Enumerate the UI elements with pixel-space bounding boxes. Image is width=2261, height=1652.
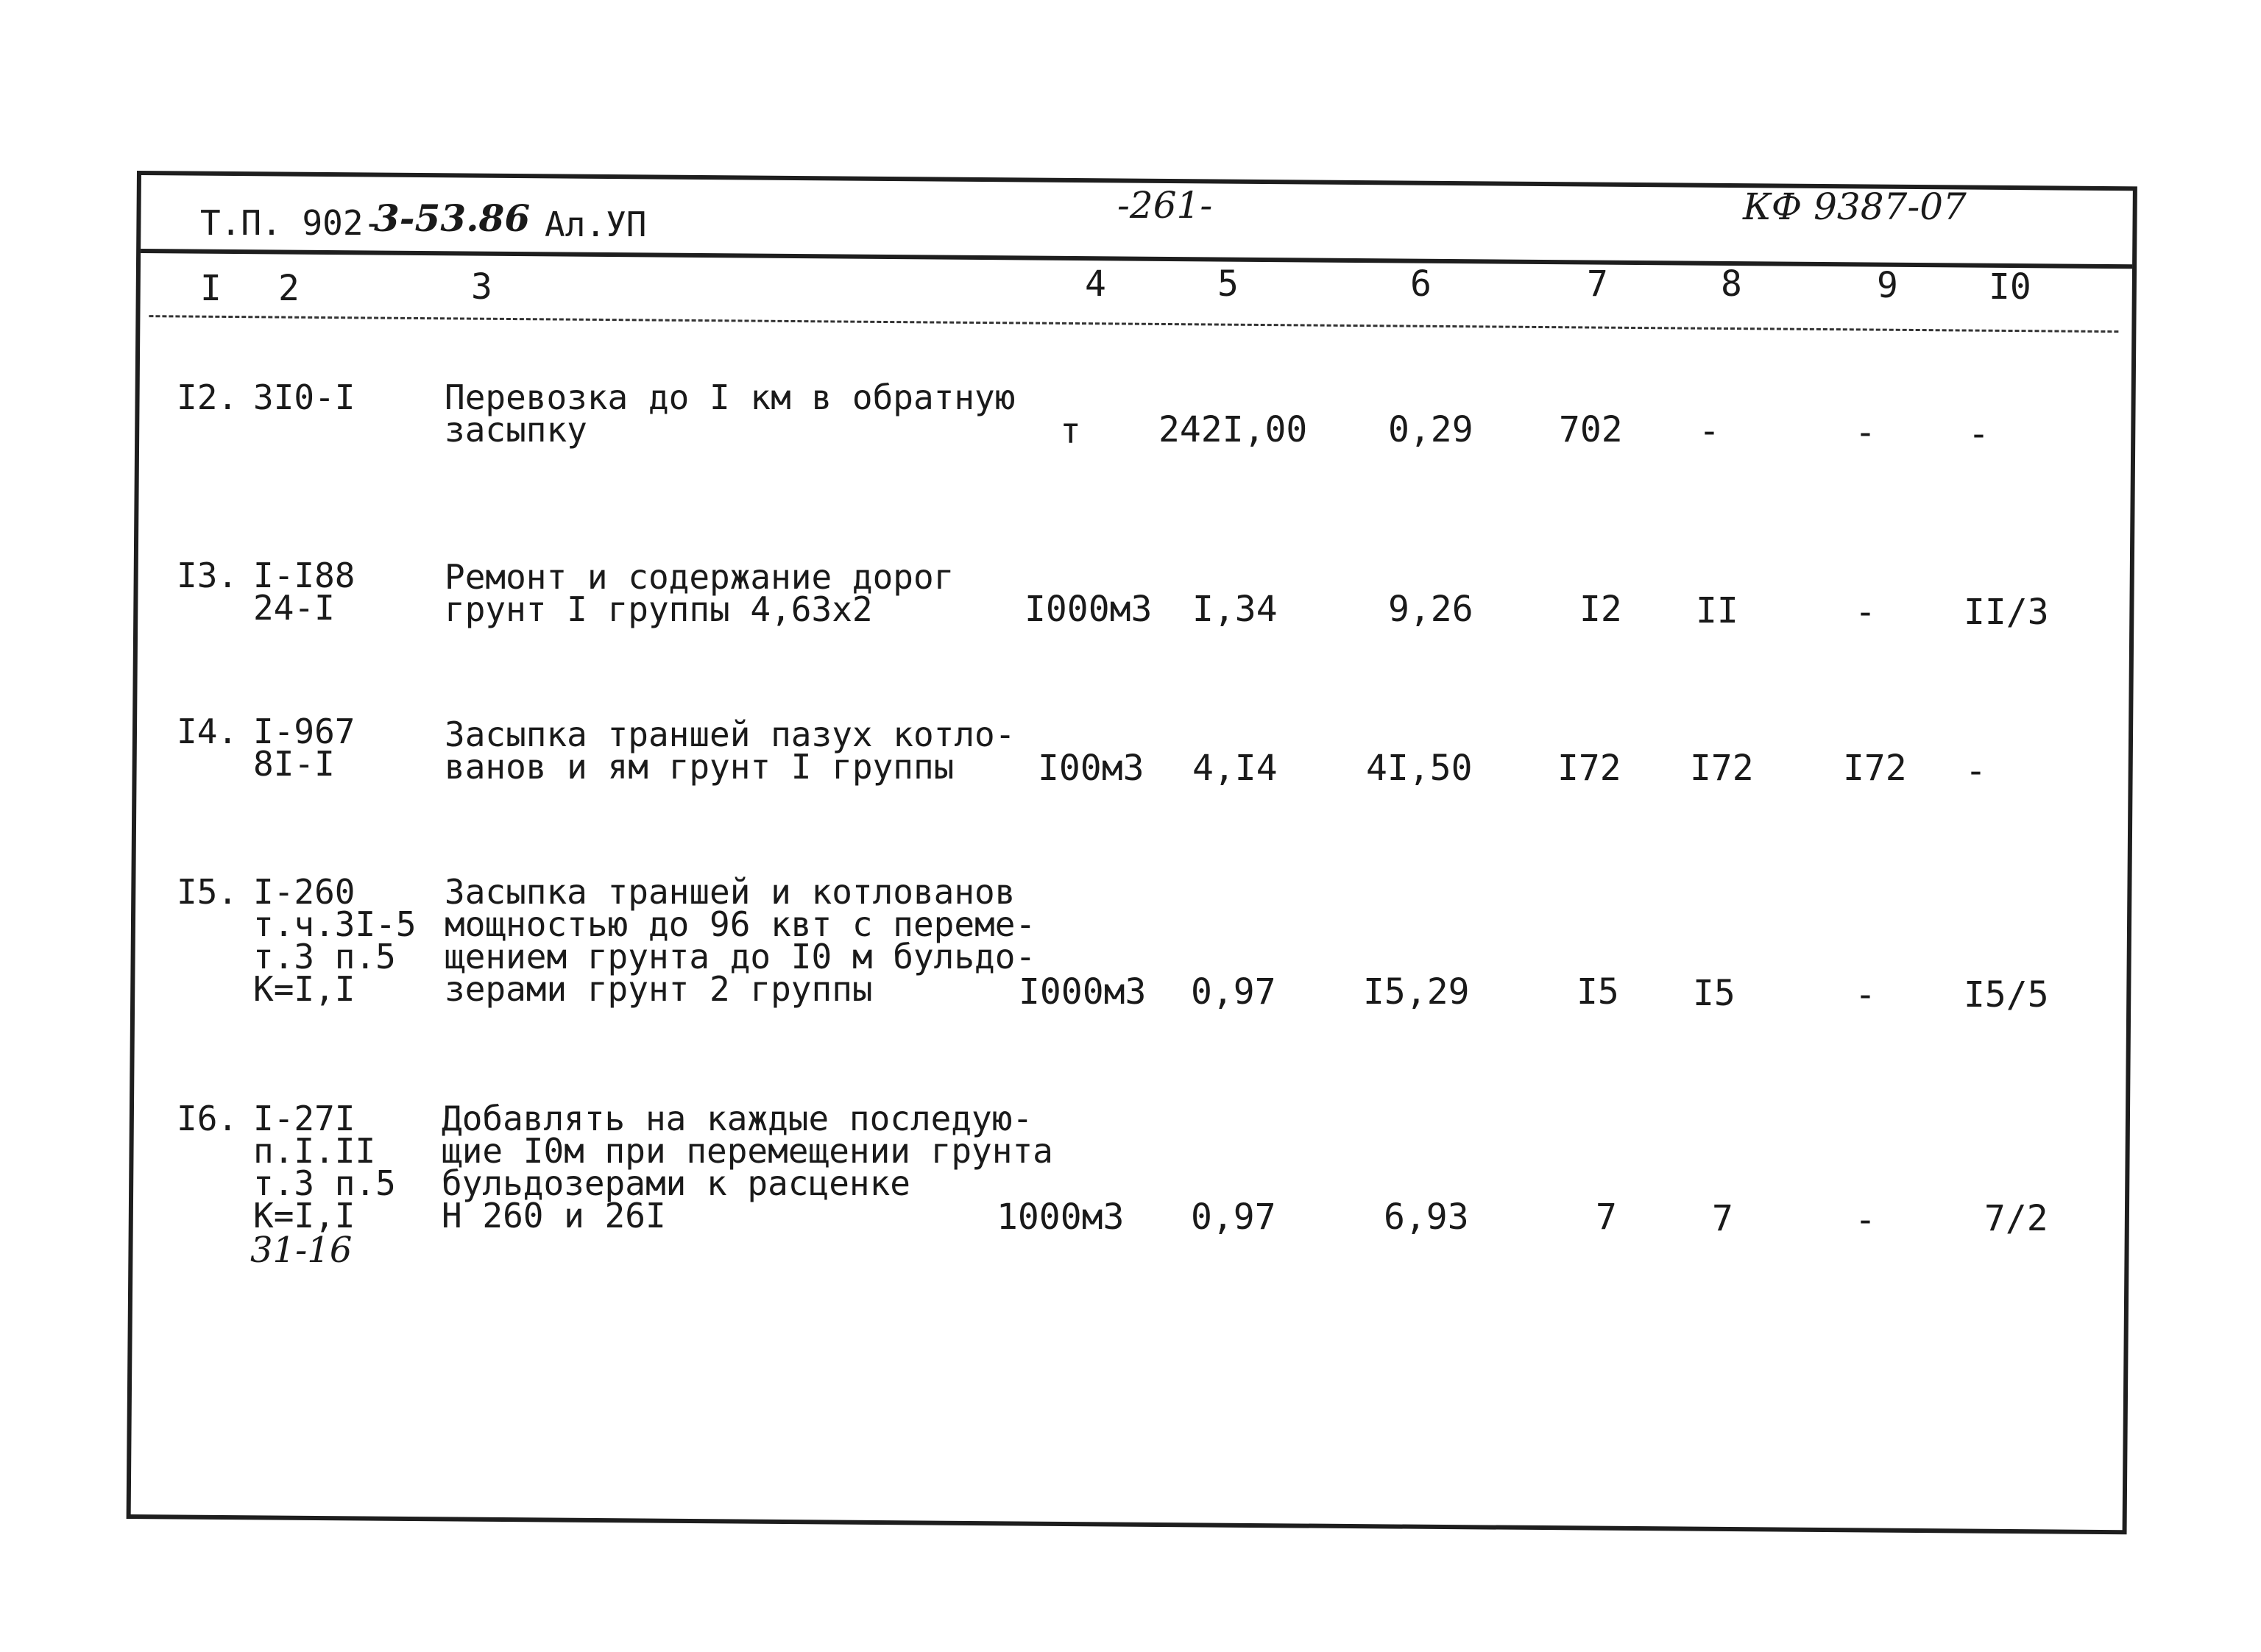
- row-col7: I2: [1579, 589, 1622, 630]
- row-code: I-967 8I-I: [253, 712, 355, 784]
- row-col10: 7/2: [1984, 1198, 2048, 1239]
- row-col6: 0,29: [1388, 409, 1473, 450]
- project-prefix: Т.П. 902-: [200, 203, 384, 243]
- row-quantity: 242I,00: [1158, 409, 1308, 450]
- col-header-7: 7: [1587, 263, 1608, 305]
- row-col8: I5: [1693, 973, 1735, 1014]
- row-col8: 7: [1712, 1198, 1733, 1239]
- col-header-6: 6: [1410, 263, 1432, 305]
- row-col6: 4I,50: [1366, 748, 1473, 789]
- row-unit: I000м3: [1025, 589, 1153, 630]
- row-description: Перевозка до I км в обратную засыпку: [445, 377, 1016, 450]
- row-col9: I72: [1843, 748, 1907, 789]
- col-header-2: 2: [278, 268, 300, 309]
- row-quantity: I,34: [1192, 589, 1278, 630]
- page-number: -261-: [1117, 184, 1213, 227]
- row-number: I3.: [177, 556, 238, 595]
- row-unit: т: [1060, 411, 1081, 452]
- row-quantity: 4,I4: [1192, 748, 1278, 789]
- row-description: Ремонт и содержание дорог грунт I группы 4,63х2: [445, 557, 955, 629]
- header-divider: [141, 249, 2132, 269]
- col-header-1: I: [200, 268, 222, 309]
- row-quantity: 0,97: [1191, 971, 1276, 1013]
- row-col9: -: [1855, 1199, 1876, 1241]
- col-header-9: 9: [1877, 265, 1898, 306]
- col-header-5: 5: [1217, 263, 1239, 305]
- col-header-3: 3: [471, 266, 492, 308]
- row-col9: -: [1855, 592, 1876, 633]
- row-col10: -: [1968, 414, 1989, 455]
- row-number: I6.: [177, 1099, 238, 1138]
- row-description: Добавлять на каждые последую- щие I0м при перемещении грунта бульдозерами к расценке Н 260 и 26I: [442, 1099, 1053, 1236]
- row-code: I-27I п.I.II т.3 п.5 К=I,I: [253, 1099, 396, 1236]
- row-col10: -: [1965, 751, 1986, 792]
- album-label: Ал.УП: [545, 205, 647, 244]
- row-code: I-260 т.ч.3I-5 т.3 п.5 К=I,I: [253, 872, 417, 1009]
- row-quantity: 0,97: [1191, 1197, 1276, 1238]
- row-col10: II/3: [1964, 592, 2049, 633]
- table-frame: [127, 171, 2137, 1534]
- row-col7: 702: [1559, 409, 1623, 450]
- row-col9: -: [1855, 412, 1876, 453]
- col-header-4: 4: [1085, 263, 1106, 305]
- row-col8: II: [1696, 590, 1738, 631]
- row-col7: 7: [1596, 1197, 1617, 1238]
- row-col9: -: [1855, 974, 1876, 1015]
- row-col7: I5: [1577, 971, 1619, 1013]
- row-col6: 6,93: [1384, 1197, 1469, 1238]
- row-number: I5.: [177, 872, 238, 912]
- row-unit: 1000м3: [997, 1197, 1125, 1238]
- row-description: Засыпка траншей и котлованов мощностью до 96 квт с переме- щением грунта до I0 м бульдо- зерами грунт 2 группы: [445, 872, 1036, 1009]
- row-code: 3I0-I: [253, 377, 355, 417]
- project-code: 3-53.86: [374, 196, 531, 240]
- row-description: Засыпка траншей пазух котло- ванов и ям грунт I группы: [445, 715, 1016, 787]
- col-header-10: I0: [1989, 266, 2031, 308]
- row-code-note: 31-16: [250, 1230, 353, 1271]
- column-header-divider: [149, 315, 2118, 333]
- col-header-8: 8: [1721, 263, 1742, 305]
- row-col8: -: [1699, 411, 1720, 452]
- row-unit: I00м3: [1038, 748, 1144, 789]
- document-code: КФ 9387-07: [1743, 185, 1967, 228]
- row-code: I-I88 24-I: [253, 556, 355, 628]
- row-col7: I72: [1557, 748, 1621, 789]
- row-col8: I72: [1690, 748, 1754, 789]
- row-number: I4.: [177, 712, 238, 751]
- row-col6: 9,26: [1388, 589, 1473, 630]
- row-col6: I5,29: [1363, 971, 1470, 1013]
- row-number: I2.: [177, 377, 238, 417]
- row-unit: I000м3: [1019, 971, 1147, 1013]
- row-col10: I5/5: [1964, 974, 2049, 1015]
